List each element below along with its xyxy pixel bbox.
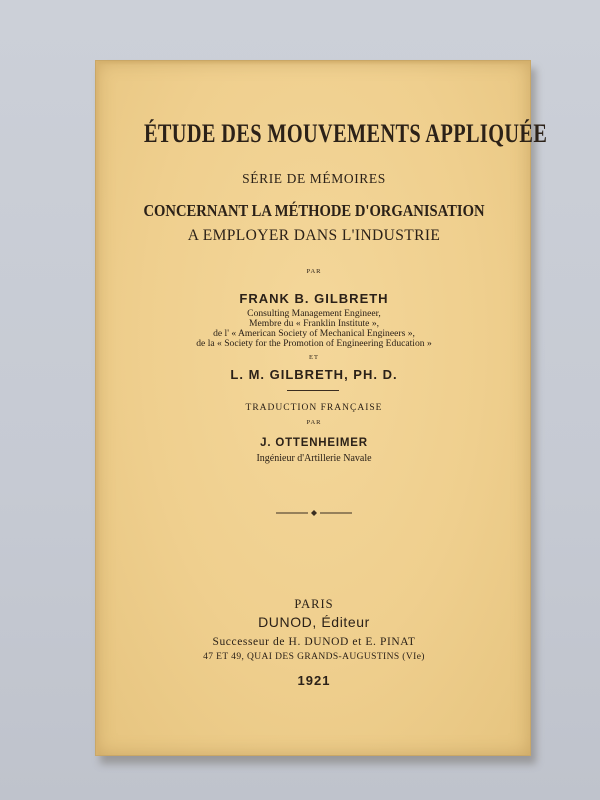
divider-rule [287, 390, 339, 391]
book-cover [95, 60, 548, 756]
cover-top-edge [96, 61, 530, 65]
subtitle-line-1: CONCERNANT LA MÉTHODE D'ORGANISATION [143, 201, 485, 220]
par-label: PAR [306, 268, 322, 275]
publisher-successor: Successeur de H. DUNOD et E. PINAT [212, 636, 416, 648]
publisher-address: 47 ET 49, QUAI DES GRANDS-AUGUSTINS (VIe) [203, 652, 425, 662]
et-label: ET [309, 354, 319, 361]
translation-label: TRADUCTION FRANÇAISE [245, 403, 383, 413]
credential-line: de la « Society for the Promotion of Engineering Education » [196, 338, 432, 349]
translator-title: Ingénieur d'Artillerie Navale [256, 453, 372, 464]
city: PARIS [294, 597, 334, 611]
credential-line: Consulting Management Engineer, [247, 308, 381, 319]
credential-line: de l' « American Society of Mechanical Engineers », [213, 328, 415, 339]
publication-year: 1921 [297, 673, 331, 688]
author-lm-gilbreth: L. M. GILBRETH, PH. D. [230, 367, 398, 382]
author-frank-gilbreth: FRANK B. GILBRETH [239, 291, 389, 306]
book-title: ÉTUDE DES MOUVEMENTS APPLIQUÉE [143, 119, 548, 148]
par-label-2: PAR [306, 419, 322, 426]
translator-name: J. OTTENHEIMER [260, 437, 368, 449]
series-line: SÉRIE DE MÉMOIRES [242, 171, 386, 186]
ornament-diamond [311, 510, 317, 516]
subtitle-line-2: A EMPLOYER DANS L'INDUSTRIE [187, 227, 441, 244]
credential-line: Membre du « Franklin Institute », [248, 318, 380, 329]
publisher: DUNOD, Éditeur [258, 614, 370, 630]
ornament-divider [274, 509, 354, 517]
